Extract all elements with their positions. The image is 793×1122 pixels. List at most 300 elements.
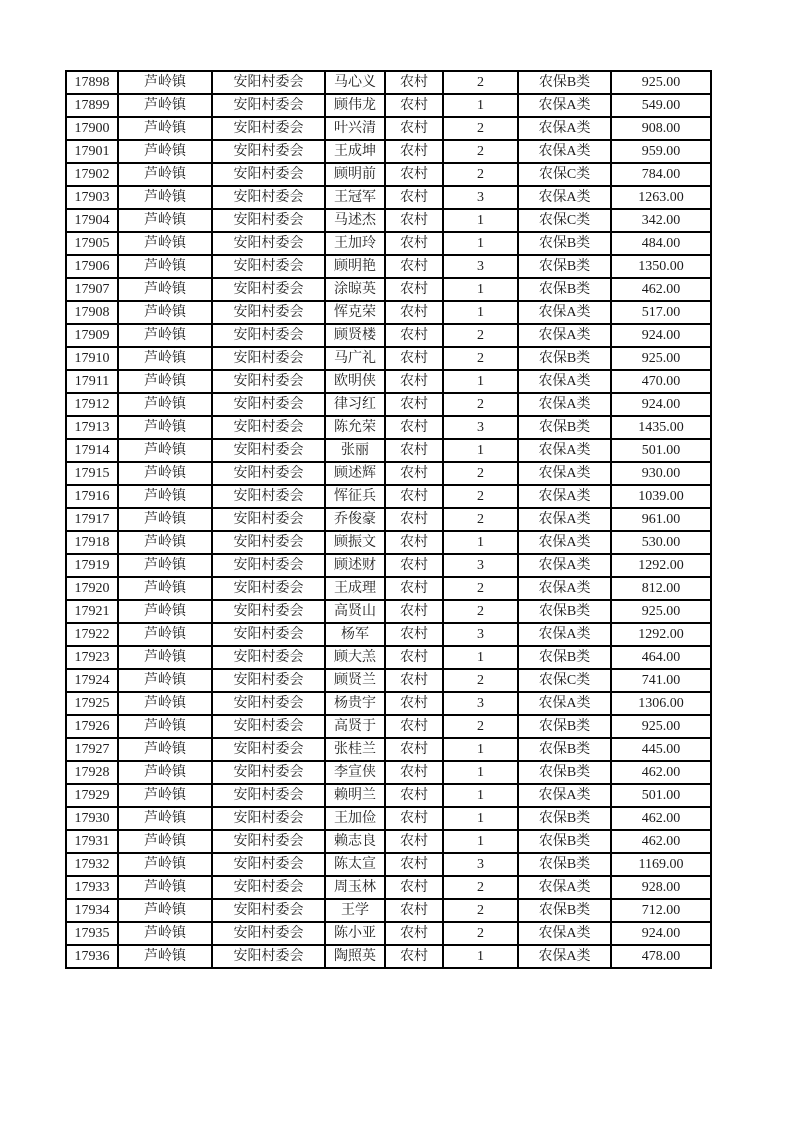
cell-person-name: 周玉林 [325, 876, 385, 899]
cell-record-id: 17929 [66, 784, 118, 807]
table-row [66, 623, 711, 646]
cell-person-name: 叶兴清 [325, 117, 385, 140]
cell-record-id: 17916 [66, 485, 118, 508]
cell-amount: 1435.00 [611, 416, 711, 439]
table-row [66, 784, 711, 807]
cell-record-id: 17910 [66, 347, 118, 370]
cell-insurance-category: 农保A类 [518, 186, 611, 209]
cell-household-type: 农村 [385, 531, 443, 554]
cell-town: 芦岭镇 [118, 393, 212, 416]
cell-person-count: 2 [443, 600, 518, 623]
cell-person-name: 恽征兵 [325, 485, 385, 508]
cell-person-name: 王成理 [325, 577, 385, 600]
cell-amount: 925.00 [611, 347, 711, 370]
cell-village-committee: 安阳村委会 [212, 669, 325, 692]
cell-person-name: 顾明艳 [325, 255, 385, 278]
cell-amount: 961.00 [611, 508, 711, 531]
cell-person-name: 赖志良 [325, 830, 385, 853]
cell-person-count: 1 [443, 301, 518, 324]
cell-village-committee: 安阳村委会 [212, 393, 325, 416]
cell-person-count: 1 [443, 646, 518, 669]
cell-household-type: 农村 [385, 830, 443, 853]
table-row [66, 899, 711, 922]
cell-person-count: 2 [443, 324, 518, 347]
cell-record-id: 17935 [66, 922, 118, 945]
cell-household-type: 农村 [385, 393, 443, 416]
cell-amount: 925.00 [611, 715, 711, 738]
cell-village-committee: 安阳村委会 [212, 94, 325, 117]
cell-person-count: 2 [443, 117, 518, 140]
cell-insurance-category: 农保A类 [518, 324, 611, 347]
cell-household-type: 农村 [385, 163, 443, 186]
cell-record-id: 17925 [66, 692, 118, 715]
cell-amount: 464.00 [611, 646, 711, 669]
cell-amount: 712.00 [611, 899, 711, 922]
cell-insurance-category: 农保B类 [518, 278, 611, 301]
cell-record-id: 17914 [66, 439, 118, 462]
cell-insurance-category: 农保A类 [518, 577, 611, 600]
cell-household-type: 农村 [385, 71, 443, 94]
cell-person-count: 2 [443, 393, 518, 416]
cell-person-count: 1 [443, 738, 518, 761]
table-row [66, 324, 711, 347]
cell-household-type: 农村 [385, 577, 443, 600]
table-row [66, 232, 711, 255]
cell-insurance-category: 农保B类 [518, 853, 611, 876]
table-row [66, 485, 711, 508]
cell-person-name: 赖明兰 [325, 784, 385, 807]
cell-town: 芦岭镇 [118, 462, 212, 485]
cell-amount: 925.00 [611, 71, 711, 94]
cell-village-committee: 安阳村委会 [212, 71, 325, 94]
cell-person-name: 陈小亚 [325, 922, 385, 945]
cell-insurance-category: 农保A类 [518, 393, 611, 416]
cell-town: 芦岭镇 [118, 761, 212, 784]
cell-amount: 1292.00 [611, 554, 711, 577]
cell-town: 芦岭镇 [118, 807, 212, 830]
cell-person-name: 顾述财 [325, 554, 385, 577]
table-row [66, 301, 711, 324]
cell-person-name: 顾明前 [325, 163, 385, 186]
table-row [66, 738, 711, 761]
table-row [66, 140, 711, 163]
cell-town: 芦岭镇 [118, 945, 212, 968]
cell-village-committee: 安阳村委会 [212, 186, 325, 209]
table-row [66, 255, 711, 278]
table-row [66, 94, 711, 117]
cell-village-committee: 安阳村委会 [212, 209, 325, 232]
cell-town: 芦岭镇 [118, 209, 212, 232]
cell-town: 芦岭镇 [118, 922, 212, 945]
cell-record-id: 17917 [66, 508, 118, 531]
cell-record-id: 17926 [66, 715, 118, 738]
cell-person-name: 高贤山 [325, 600, 385, 623]
table-row [66, 807, 711, 830]
cell-person-count: 2 [443, 163, 518, 186]
cell-village-committee: 安阳村委会 [212, 600, 325, 623]
cell-household-type: 农村 [385, 324, 443, 347]
cell-record-id: 17933 [66, 876, 118, 899]
cell-amount: 445.00 [611, 738, 711, 761]
cell-town: 芦岭镇 [118, 439, 212, 462]
cell-person-name: 顾述辉 [325, 462, 385, 485]
cell-person-count: 2 [443, 71, 518, 94]
cell-record-id: 17913 [66, 416, 118, 439]
cell-insurance-category: 农保A类 [518, 485, 611, 508]
cell-town: 芦岭镇 [118, 830, 212, 853]
cell-household-type: 农村 [385, 140, 443, 163]
cell-person-name: 王成坤 [325, 140, 385, 163]
cell-village-committee: 安阳村委会 [212, 646, 325, 669]
cell-household-type: 农村 [385, 117, 443, 140]
cell-amount: 741.00 [611, 669, 711, 692]
cell-town: 芦岭镇 [118, 94, 212, 117]
cell-person-count: 1 [443, 209, 518, 232]
cell-amount: 478.00 [611, 945, 711, 968]
cell-record-id: 17936 [66, 945, 118, 968]
cell-record-id: 17904 [66, 209, 118, 232]
cell-record-id: 17912 [66, 393, 118, 416]
cell-village-committee: 安阳村委会 [212, 853, 325, 876]
table-row [66, 600, 711, 623]
cell-town: 芦岭镇 [118, 140, 212, 163]
cell-insurance-category: 农保B类 [518, 738, 611, 761]
cell-village-committee: 安阳村委会 [212, 163, 325, 186]
cell-record-id: 17901 [66, 140, 118, 163]
cell-village-committee: 安阳村委会 [212, 738, 325, 761]
cell-town: 芦岭镇 [118, 370, 212, 393]
cell-village-committee: 安阳村委会 [212, 347, 325, 370]
cell-record-id: 17908 [66, 301, 118, 324]
cell-village-committee: 安阳村委会 [212, 439, 325, 462]
cell-town: 芦岭镇 [118, 232, 212, 255]
table-row [66, 692, 711, 715]
cell-village-committee: 安阳村委会 [212, 301, 325, 324]
cell-amount: 924.00 [611, 324, 711, 347]
cell-insurance-category: 农保A类 [518, 140, 611, 163]
cell-amount: 484.00 [611, 232, 711, 255]
cell-person-count: 2 [443, 140, 518, 163]
cell-household-type: 农村 [385, 347, 443, 370]
cell-village-committee: 安阳村委会 [212, 508, 325, 531]
cell-household-type: 农村 [385, 945, 443, 968]
cell-town: 芦岭镇 [118, 577, 212, 600]
cell-record-id: 17920 [66, 577, 118, 600]
cell-amount: 908.00 [611, 117, 711, 140]
cell-person-name: 王加俭 [325, 807, 385, 830]
cell-village-committee: 安阳村委会 [212, 232, 325, 255]
cell-household-type: 农村 [385, 301, 443, 324]
cell-person-name: 陈允荣 [325, 416, 385, 439]
cell-insurance-category: 农保A类 [518, 370, 611, 393]
cell-amount: 501.00 [611, 439, 711, 462]
cell-record-id: 17919 [66, 554, 118, 577]
cell-person-name: 陈太宣 [325, 853, 385, 876]
cell-person-count: 2 [443, 485, 518, 508]
cell-household-type: 农村 [385, 876, 443, 899]
cell-person-count: 2 [443, 899, 518, 922]
table-row [66, 853, 711, 876]
cell-town: 芦岭镇 [118, 646, 212, 669]
cell-person-name: 马广礼 [325, 347, 385, 370]
cell-person-count: 1 [443, 531, 518, 554]
cell-amount: 928.00 [611, 876, 711, 899]
cell-town: 芦岭镇 [118, 554, 212, 577]
cell-insurance-category: 农保B类 [518, 807, 611, 830]
cell-village-committee: 安阳村委会 [212, 715, 325, 738]
cell-person-count: 3 [443, 255, 518, 278]
cell-person-count: 3 [443, 692, 518, 715]
table-row [66, 876, 711, 899]
cell-record-id: 17924 [66, 669, 118, 692]
cell-household-type: 农村 [385, 761, 443, 784]
cell-town: 芦岭镇 [118, 508, 212, 531]
cell-village-committee: 安阳村委会 [212, 807, 325, 830]
records-table-body [66, 71, 711, 968]
cell-person-name: 张桂兰 [325, 738, 385, 761]
table-row [66, 761, 711, 784]
cell-insurance-category: 农保B类 [518, 71, 611, 94]
cell-town: 芦岭镇 [118, 876, 212, 899]
cell-household-type: 农村 [385, 416, 443, 439]
cell-village-committee: 安阳村委会 [212, 485, 325, 508]
cell-village-committee: 安阳村委会 [212, 370, 325, 393]
cell-town: 芦岭镇 [118, 715, 212, 738]
cell-insurance-category: 农保B类 [518, 232, 611, 255]
table-row [66, 508, 711, 531]
cell-person-count: 3 [443, 554, 518, 577]
cell-amount: 924.00 [611, 393, 711, 416]
cell-household-type: 农村 [385, 232, 443, 255]
cell-amount: 462.00 [611, 761, 711, 784]
cell-village-committee: 安阳村委会 [212, 761, 325, 784]
cell-town: 芦岭镇 [118, 186, 212, 209]
cell-person-count: 2 [443, 922, 518, 945]
cell-village-committee: 安阳村委会 [212, 623, 325, 646]
cell-insurance-category: 农保A类 [518, 922, 611, 945]
cell-amount: 1263.00 [611, 186, 711, 209]
cell-insurance-category: 农保A类 [518, 623, 611, 646]
cell-household-type: 农村 [385, 554, 443, 577]
cell-insurance-category: 农保A类 [518, 784, 611, 807]
cell-person-name: 顾伟龙 [325, 94, 385, 117]
records-table [65, 70, 712, 969]
cell-person-count: 1 [443, 830, 518, 853]
cell-insurance-category: 农保C类 [518, 209, 611, 232]
cell-insurance-category: 农保A类 [518, 945, 611, 968]
cell-household-type: 农村 [385, 462, 443, 485]
cell-town: 芦岭镇 [118, 600, 212, 623]
table-row [66, 669, 711, 692]
cell-record-id: 17906 [66, 255, 118, 278]
cell-village-committee: 安阳村委会 [212, 784, 325, 807]
cell-village-committee: 安阳村委会 [212, 278, 325, 301]
cell-amount: 1169.00 [611, 853, 711, 876]
table-row [66, 416, 711, 439]
cell-person-name: 杨贵宇 [325, 692, 385, 715]
cell-record-id: 17905 [66, 232, 118, 255]
cell-household-type: 农村 [385, 669, 443, 692]
cell-town: 芦岭镇 [118, 531, 212, 554]
cell-person-count: 2 [443, 347, 518, 370]
table-row [66, 347, 711, 370]
cell-person-name: 乔俊豪 [325, 508, 385, 531]
cell-record-id: 17921 [66, 600, 118, 623]
cell-amount: 1306.00 [611, 692, 711, 715]
cell-person-count: 2 [443, 669, 518, 692]
cell-record-id: 17922 [66, 623, 118, 646]
table-row [66, 922, 711, 945]
cell-amount: 924.00 [611, 922, 711, 945]
table-row [66, 370, 711, 393]
cell-person-count: 2 [443, 508, 518, 531]
cell-insurance-category: 农保A类 [518, 94, 611, 117]
cell-record-id: 17930 [66, 807, 118, 830]
cell-amount: 1350.00 [611, 255, 711, 278]
cell-household-type: 农村 [385, 692, 443, 715]
cell-person-count: 3 [443, 853, 518, 876]
cell-insurance-category: 农保B类 [518, 416, 611, 439]
cell-insurance-category: 农保B类 [518, 347, 611, 370]
cell-record-id: 17900 [66, 117, 118, 140]
cell-amount: 517.00 [611, 301, 711, 324]
table-row [66, 462, 711, 485]
cell-household-type: 农村 [385, 807, 443, 830]
cell-person-count: 1 [443, 439, 518, 462]
cell-person-count: 2 [443, 577, 518, 600]
cell-record-id: 17899 [66, 94, 118, 117]
cell-person-name: 王加玲 [325, 232, 385, 255]
cell-town: 芦岭镇 [118, 163, 212, 186]
cell-person-count: 1 [443, 945, 518, 968]
cell-town: 芦岭镇 [118, 347, 212, 370]
cell-town: 芦岭镇 [118, 117, 212, 140]
cell-town: 芦岭镇 [118, 784, 212, 807]
cell-village-committee: 安阳村委会 [212, 462, 325, 485]
cell-person-count: 2 [443, 715, 518, 738]
cell-insurance-category: 农保A类 [518, 462, 611, 485]
cell-amount: 1039.00 [611, 485, 711, 508]
cell-insurance-category: 农保C类 [518, 669, 611, 692]
cell-record-id: 17898 [66, 71, 118, 94]
cell-household-type: 农村 [385, 600, 443, 623]
cell-village-committee: 安阳村委会 [212, 255, 325, 278]
cell-person-name: 王冠军 [325, 186, 385, 209]
cell-person-count: 1 [443, 370, 518, 393]
cell-insurance-category: 农保B类 [518, 715, 611, 738]
cell-record-id: 17934 [66, 899, 118, 922]
table-row [66, 531, 711, 554]
cell-record-id: 17902 [66, 163, 118, 186]
table-row [66, 117, 711, 140]
cell-town: 芦岭镇 [118, 255, 212, 278]
cell-household-type: 农村 [385, 370, 443, 393]
cell-person-count: 1 [443, 807, 518, 830]
table-row [66, 646, 711, 669]
cell-amount: 812.00 [611, 577, 711, 600]
cell-town: 芦岭镇 [118, 692, 212, 715]
cell-household-type: 农村 [385, 784, 443, 807]
cell-town: 芦岭镇 [118, 899, 212, 922]
cell-insurance-category: 农保A类 [518, 508, 611, 531]
cell-person-count: 1 [443, 761, 518, 784]
cell-household-type: 农村 [385, 209, 443, 232]
cell-household-type: 农村 [385, 278, 443, 301]
cell-insurance-category: 农保A类 [518, 554, 611, 577]
cell-insurance-category: 农保A类 [518, 439, 611, 462]
cell-amount: 1292.00 [611, 623, 711, 646]
cell-town: 芦岭镇 [118, 416, 212, 439]
cell-insurance-category: 农保A类 [518, 876, 611, 899]
cell-person-name: 涂晾英 [325, 278, 385, 301]
cell-person-name: 李宣侠 [325, 761, 385, 784]
cell-village-committee: 安阳村委会 [212, 531, 325, 554]
cell-person-name: 顾振文 [325, 531, 385, 554]
cell-person-name: 王学 [325, 899, 385, 922]
cell-village-committee: 安阳村委会 [212, 830, 325, 853]
cell-household-type: 农村 [385, 922, 443, 945]
table-row [66, 71, 711, 94]
cell-amount: 501.00 [611, 784, 711, 807]
cell-amount: 530.00 [611, 531, 711, 554]
cell-record-id: 17927 [66, 738, 118, 761]
cell-person-name: 马述杰 [325, 209, 385, 232]
cell-village-committee: 安阳村委会 [212, 899, 325, 922]
cell-village-committee: 安阳村委会 [212, 416, 325, 439]
table-row [66, 945, 711, 968]
cell-person-count: 1 [443, 232, 518, 255]
cell-record-id: 17907 [66, 278, 118, 301]
cell-person-count: 3 [443, 186, 518, 209]
table-row [66, 554, 711, 577]
cell-person-count: 3 [443, 416, 518, 439]
cell-village-committee: 安阳村委会 [212, 117, 325, 140]
cell-person-name: 恽克荣 [325, 301, 385, 324]
cell-town: 芦岭镇 [118, 301, 212, 324]
cell-person-count: 1 [443, 94, 518, 117]
cell-insurance-category: 农保A类 [518, 692, 611, 715]
cell-person-count: 1 [443, 278, 518, 301]
cell-village-committee: 安阳村委会 [212, 692, 325, 715]
cell-amount: 462.00 [611, 807, 711, 830]
cell-record-id: 17911 [66, 370, 118, 393]
cell-record-id: 17903 [66, 186, 118, 209]
cell-insurance-category: 农保B类 [518, 899, 611, 922]
cell-amount: 462.00 [611, 278, 711, 301]
cell-person-count: 3 [443, 623, 518, 646]
cell-household-type: 农村 [385, 255, 443, 278]
cell-amount: 959.00 [611, 140, 711, 163]
table-row [66, 830, 711, 853]
cell-record-id: 17909 [66, 324, 118, 347]
cell-town: 芦岭镇 [118, 324, 212, 347]
cell-village-committee: 安阳村委会 [212, 577, 325, 600]
table-row [66, 715, 711, 738]
cell-insurance-category: 农保A类 [518, 117, 611, 140]
cell-village-committee: 安阳村委会 [212, 945, 325, 968]
cell-household-type: 农村 [385, 94, 443, 117]
cell-person-name: 顾大羔 [325, 646, 385, 669]
cell-person-count: 2 [443, 876, 518, 899]
cell-record-id: 17931 [66, 830, 118, 853]
cell-household-type: 农村 [385, 646, 443, 669]
cell-household-type: 农村 [385, 439, 443, 462]
cell-village-committee: 安阳村委会 [212, 554, 325, 577]
cell-town: 芦岭镇 [118, 853, 212, 876]
cell-record-id: 17915 [66, 462, 118, 485]
cell-household-type: 农村 [385, 899, 443, 922]
cell-person-name: 陶照英 [325, 945, 385, 968]
